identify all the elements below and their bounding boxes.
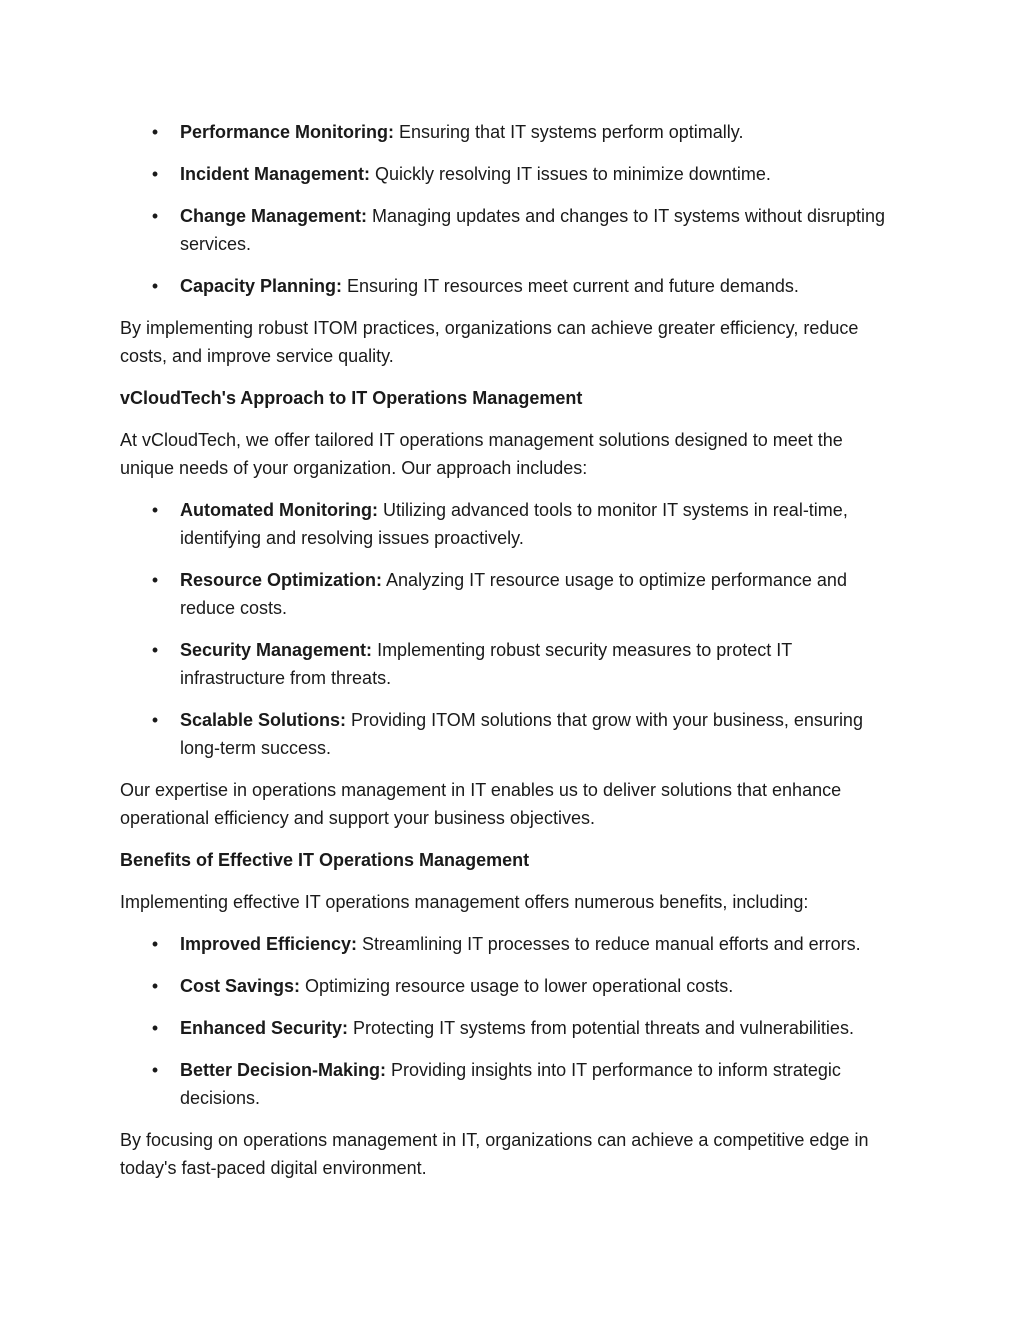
list-item xyxy=(120,496,900,552)
paragraph-benefits-intro: Implementing effective IT operations management offers numerous benefits, including: xyxy=(120,892,809,912)
bullet-icon: • xyxy=(151,640,159,660)
paragraph-conclusion: By focusing on operations management in IT, organizations can achieve a competitive edge in today's fast-paced digital environment. xyxy=(120,1130,869,1178)
section-heading-benefits: Benefits of Effective IT Operations Management xyxy=(120,850,530,870)
bullet-icon: • xyxy=(151,976,159,996)
list-item xyxy=(120,202,900,258)
paragraph-itom-benefits-summary: By implementing robust ITOM practices, organizations can achieve greater efficiency, reduce costs, and improve service quality. xyxy=(120,318,859,366)
list-item-term: Resource Optimization: xyxy=(180,570,383,590)
bullet-icon: • xyxy=(151,570,159,590)
list-item-term: Enhanced Security: xyxy=(180,1018,349,1038)
list-item-text: Implementing robust security measures to protect IT infrastructure from threats. xyxy=(180,640,792,688)
bullet-icon: • xyxy=(151,1018,159,1038)
list-item-text: Providing insights into IT performance to inform strategic decisions. xyxy=(180,1060,841,1108)
list-item-term: Performance Monitoring: xyxy=(180,122,395,142)
list-item xyxy=(120,566,900,622)
bullet-icon: • xyxy=(151,164,159,184)
list-item-term: Better Decision-Making: xyxy=(180,1060,387,1080)
paragraph-approach-intro: At vCloudTech, we offer tailored IT operations management solutions designed to meet the unique needs of your organization. Our approach includes: xyxy=(120,430,843,478)
list-item-term: Change Management: xyxy=(180,206,368,226)
section-heading-approach: vCloudTech's Approach to IT Operations Management xyxy=(120,388,583,408)
itom-functions-list xyxy=(120,118,900,300)
list-item xyxy=(120,706,900,762)
bullet-icon: • xyxy=(151,1060,159,1080)
list-item xyxy=(120,160,900,188)
list-item-text: Utilizing advanced tools to monitor IT systems in real-time, identifying and resolving issues proactively. xyxy=(180,500,848,548)
list-item-text: Optimizing resource usage to lower operational costs. xyxy=(300,976,734,996)
list-item-term: Scalable Solutions: xyxy=(180,710,347,730)
list-item xyxy=(120,272,900,300)
list-item-text: Providing ITOM solutions that grow with your business, ensuring long-term success. xyxy=(180,710,863,758)
bullet-icon: • xyxy=(151,276,159,296)
list-item-text: Streamlining IT processes to reduce manual efforts and errors. xyxy=(357,934,861,954)
paragraph-expertise: Our expertise in operations management in IT enables us to deliver solutions that enhance operational efficiency and support your business objectives. xyxy=(120,780,842,828)
list-item xyxy=(120,118,900,146)
list-item xyxy=(120,1056,900,1112)
list-item-term: Automated Monitoring: xyxy=(180,500,378,520)
list-item-text: Managing updates and changes to IT systems without disrupting services. xyxy=(180,206,886,254)
bullet-icon: • xyxy=(151,122,159,142)
list-item-term: Cost Savings: xyxy=(180,976,301,996)
list-item-text: Protecting IT systems from potential threats and vulnerabilities. xyxy=(348,1018,854,1038)
list-item xyxy=(120,972,900,1000)
list-item-term: Security Management: xyxy=(180,640,373,660)
approach-list xyxy=(120,496,900,762)
list-item-text: Ensuring that IT systems perform optimally. xyxy=(394,122,744,142)
bullet-icon: • xyxy=(151,710,159,730)
bullet-icon: • xyxy=(151,500,159,520)
list-item-term: Capacity Planning: xyxy=(180,276,343,296)
list-item xyxy=(120,930,900,958)
bullet-icon: • xyxy=(151,934,159,954)
document-body xyxy=(120,118,900,1196)
benefits-list xyxy=(120,930,900,1112)
list-item-text: Quickly resolving IT issues to minimize downtime. xyxy=(370,164,771,184)
list-item-term: Improved Efficiency: xyxy=(180,934,358,954)
list-item xyxy=(120,636,900,692)
list-item xyxy=(120,1014,900,1042)
bullet-icon: • xyxy=(151,206,159,226)
list-item-text: Analyzing IT resource usage to optimize performance and reduce costs. xyxy=(180,570,847,618)
list-item-text: Ensuring IT resources meet current and future demands. xyxy=(342,276,799,296)
list-item-term: Incident Management: xyxy=(180,164,371,184)
